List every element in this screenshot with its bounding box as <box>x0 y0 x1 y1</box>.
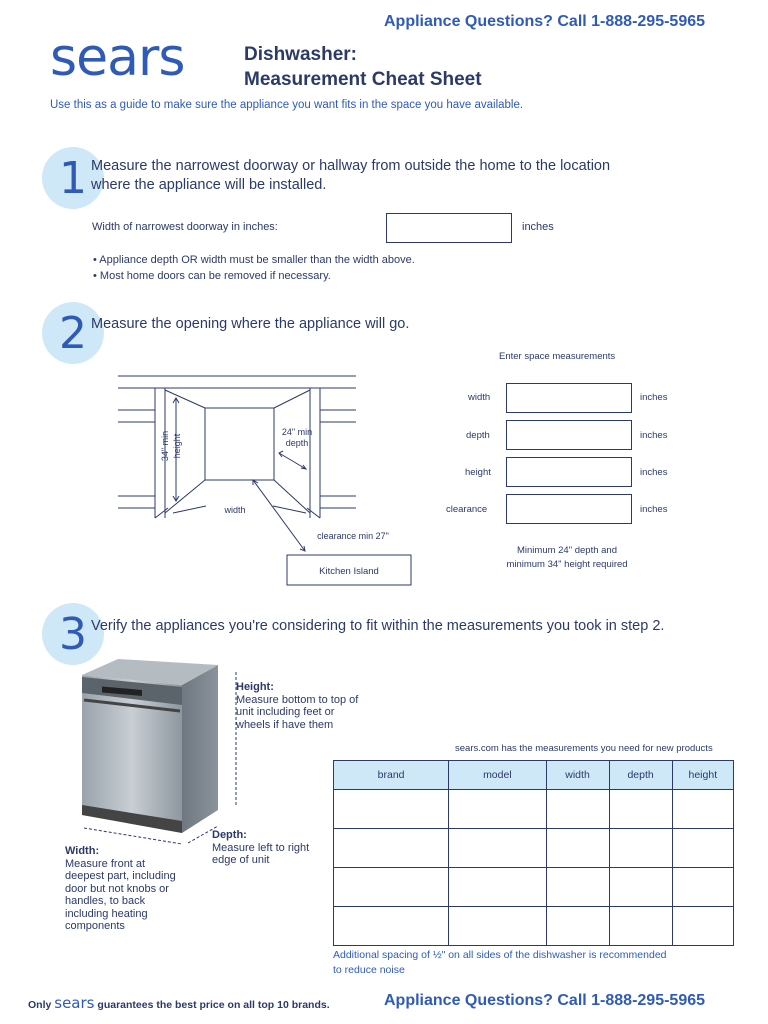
width-desc-1: Measure front at <box>65 857 146 870</box>
cell-brand[interactable] <box>334 790 449 829</box>
col-depth: depth <box>609 761 672 790</box>
intro-text: Use this as a guide to make sure the appliance you want fits in the space you have available. <box>50 99 524 111</box>
space-depth-label: depth <box>466 430 490 441</box>
title-line-2: Measurement Cheat Sheet <box>244 69 482 90</box>
cell-model[interactable] <box>449 790 546 829</box>
height-desc-1: Measure bottom to top of <box>236 693 359 706</box>
width-instructions <box>65 845 176 933</box>
cell-brand[interactable] <box>334 829 449 868</box>
opening-diagram <box>110 368 420 593</box>
step-2-instruction: Measure the opening where the appliance will go. <box>91 316 410 332</box>
space-width-input[interactable] <box>506 383 632 413</box>
step-1-line-2: where the appliance will be installed. <box>91 177 327 193</box>
step-1-number: 1 <box>59 153 87 204</box>
diagram-height-label-1: 34" min <box>160 430 170 462</box>
width-desc-4: handles, to back <box>65 895 146 907</box>
cell-width[interactable] <box>546 868 609 907</box>
space-clearance-unit: inches <box>640 504 668 515</box>
cell-width[interactable] <box>546 907 609 946</box>
col-width: width <box>546 761 609 790</box>
cell-width[interactable] <box>546 829 609 868</box>
space-height-label: height <box>465 467 491 478</box>
footer-guarantee <box>28 994 330 1012</box>
cell-brand[interactable] <box>334 907 449 946</box>
width-desc-5: including heating <box>65 907 148 920</box>
space-clearance-label: clearance <box>446 504 488 515</box>
depth-desc-2: edge of unit <box>212 854 270 866</box>
space-clearance-input[interactable] <box>506 494 632 524</box>
footer-sears-logo: sears <box>54 994 95 1012</box>
enter-measurements-heading: Enter space measurements <box>499 351 616 362</box>
cell-height[interactable] <box>672 790 733 829</box>
height-desc-3: wheels if have them <box>236 718 334 731</box>
cell-height[interactable] <box>672 868 733 907</box>
footer-only: Only <box>28 999 52 1011</box>
cell-height[interactable] <box>672 829 733 868</box>
minimum-note-line-1: Minimum 24" depth and <box>516 545 617 556</box>
spacing-note-line-2: to reduce noise <box>333 964 405 976</box>
depth-desc-1: Measure left to right <box>212 841 310 854</box>
cell-depth[interactable] <box>609 907 672 946</box>
minimum-note-line-2: minimum 34" height required <box>506 559 628 570</box>
diagram-height-label-2: height <box>172 433 182 459</box>
space-height-unit: inches <box>640 467 668 478</box>
header-phone: Appliance Questions? Call 1-888-295-5965 <box>384 13 706 30</box>
footer-guarantee-text: guarantees the best price on all top 10 brands. <box>97 999 330 1011</box>
kitchen-island-label: Kitchen Island <box>319 566 379 577</box>
cell-brand[interactable] <box>334 868 449 907</box>
space-height-input[interactable] <box>506 457 632 487</box>
col-height: height <box>672 761 733 790</box>
height-title: Height: <box>236 681 274 693</box>
diagram-width-label: width <box>224 505 246 515</box>
width-title: Width: <box>65 845 100 857</box>
diagram-clearance-label: clearance min 27" <box>317 531 389 541</box>
footer-phone: Appliance Questions? Call 1-888-295-5965 <box>384 992 706 1009</box>
space-width-unit: inches <box>640 392 668 403</box>
table-row <box>334 868 734 907</box>
cell-model[interactable] <box>449 907 546 946</box>
step-1-bullet-2: • Most home doors can be removed if necessary. <box>93 270 331 282</box>
dimension-arrows <box>60 660 250 850</box>
table-header-row <box>334 761 734 790</box>
doorway-width-unit: inches <box>522 221 554 233</box>
spacing-note-line-1: Additional spacing of ½" on all sides of the dishwasher is recommended <box>333 949 667 961</box>
step-3-number: 3 <box>59 609 87 660</box>
cell-depth[interactable] <box>609 829 672 868</box>
depth-instructions <box>212 829 309 867</box>
cell-model[interactable] <box>449 829 546 868</box>
cell-height[interactable] <box>672 907 733 946</box>
cell-model[interactable] <box>449 868 546 907</box>
step-2-number: 2 <box>59 308 87 359</box>
height-desc-2: unit including feet or <box>236 706 335 718</box>
space-depth-unit: inches <box>640 430 668 441</box>
width-desc-2: deepest part, including <box>65 870 176 882</box>
cell-depth[interactable] <box>609 790 672 829</box>
diagram-depth-label-1: 24" min <box>281 427 313 437</box>
doorway-width-input[interactable] <box>386 213 512 243</box>
diagram-depth-label-2: depth <box>285 438 309 448</box>
space-depth-input[interactable] <box>506 420 632 450</box>
cell-width[interactable] <box>546 790 609 829</box>
page-title <box>244 42 482 92</box>
height-instructions <box>236 681 358 731</box>
space-width-label: width <box>468 392 491 403</box>
step-1-line-1: Measure the narrowest doorway or hallway from outside the home to the location <box>91 158 611 174</box>
doorway-width-label: Width of narrowest doorway in inches: <box>92 221 278 233</box>
table-row <box>334 907 734 946</box>
minimum-note <box>494 544 640 572</box>
product-comparison-table <box>333 760 734 946</box>
width-desc-3: door but not knobs or <box>65 882 169 895</box>
step-1-instruction <box>91 157 610 195</box>
step-3-instruction: Verify the appliances you're considering to fit within the measurements you took in step 2. <box>91 618 665 634</box>
col-model: model <box>449 761 546 790</box>
step-1-bullet-1: • Appliance depth OR width must be smaller than the width above. <box>93 254 415 266</box>
width-desc-6: components <box>65 920 125 932</box>
depth-title: Depth: <box>212 829 247 841</box>
table-row <box>334 829 734 868</box>
sears-logo: sears <box>50 28 185 88</box>
col-brand: brand <box>334 761 449 790</box>
table-row <box>334 790 734 829</box>
table-note: sears.com has the measurements you need for new products <box>455 743 713 754</box>
spacing-note <box>333 948 667 978</box>
cell-depth[interactable] <box>609 868 672 907</box>
title-line-1: Dishwasher: <box>244 44 357 65</box>
